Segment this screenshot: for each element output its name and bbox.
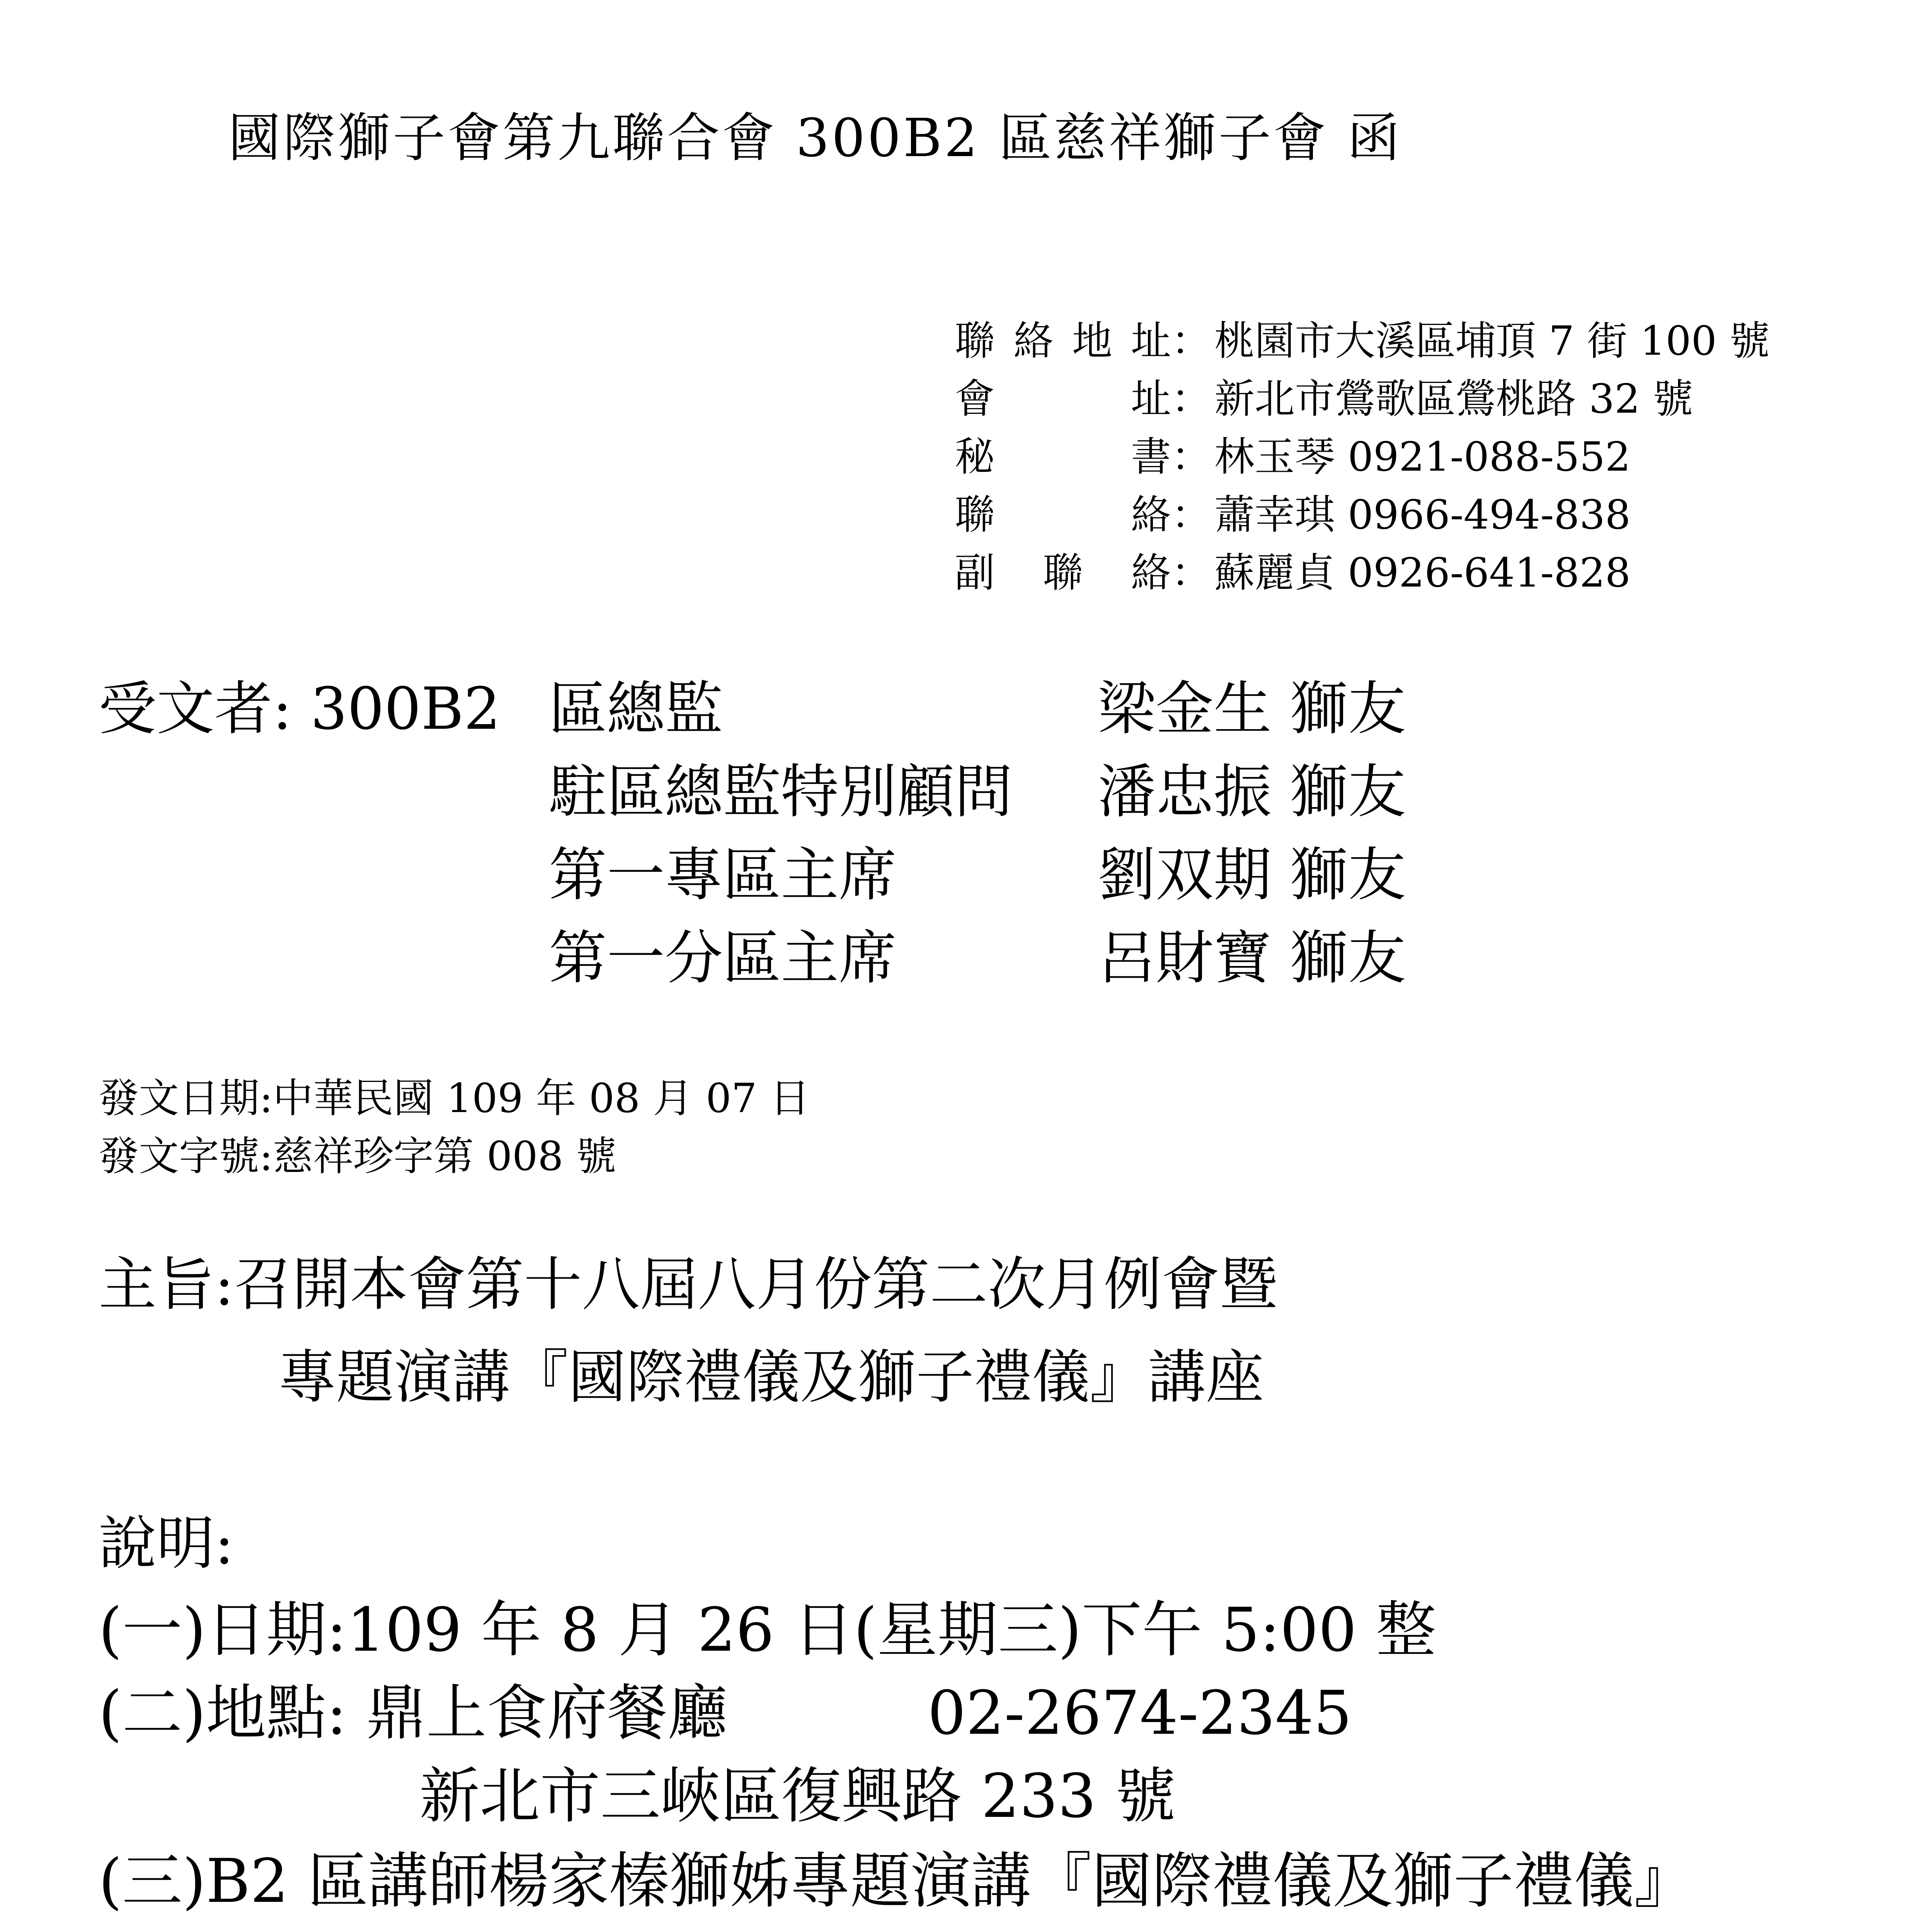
recipient-name: 潘忠振 獅友 bbox=[1098, 759, 1406, 826]
issue-number: 發文字號:慈祥珍字第 008 號 bbox=[99, 1133, 616, 1180]
contact-label: 副聯絡 bbox=[955, 549, 1171, 596]
recipients-label: 受文者: 300B2 bbox=[99, 675, 501, 743]
separator: ： bbox=[1171, 433, 1212, 480]
recipient-name: 呂財寶 獅友 bbox=[1098, 925, 1406, 992]
contact-value: 蘇麗貞 0926-641-828 bbox=[1214, 549, 1631, 596]
recipient-name: 梁金生 獅友 bbox=[1098, 675, 1406, 743]
contact-secretary bbox=[955, 433, 1631, 480]
separator: ： bbox=[1171, 491, 1212, 538]
contact-value: 蕭幸琪 0966-494-838 bbox=[1214, 491, 1631, 538]
explanation-heading: 說明: bbox=[99, 1510, 234, 1577]
subject-line-1: 主旨:召開本會第十八屆八月份第二次月例會暨 bbox=[99, 1251, 1278, 1318]
recipient-title: 區總監 bbox=[549, 675, 723, 743]
contact-label: 聯絡 bbox=[955, 491, 1171, 538]
contact-label: 秘書 bbox=[955, 433, 1171, 480]
subject-line-2: 專題演講『國際禮儀及獅子禮儀』講座 bbox=[278, 1344, 1264, 1411]
contact-address bbox=[955, 317, 1770, 364]
contact-vice-liaison bbox=[955, 549, 1631, 596]
venue-phone: 02-2674-2345 bbox=[928, 1678, 1352, 1748]
contact-office bbox=[955, 375, 1693, 422]
contact-value: 桃園市大溪區埔頂 7 街 100 號 bbox=[1214, 317, 1770, 364]
explanation-item-venue: (二)地點: 鼎上食府餐廳 bbox=[99, 1678, 728, 1748]
contact-value: 新北市鶯歌區鶯桃路 32 號 bbox=[1214, 375, 1693, 422]
contact-value: 林玉琴 0921-088-552 bbox=[1214, 433, 1631, 480]
recipient-name: 劉双期 獅友 bbox=[1098, 842, 1406, 909]
recipient-title: 第一專區主席 bbox=[549, 842, 897, 909]
issue-date: 發文日期:中華民國 109 年 08 月 07 日 bbox=[99, 1075, 810, 1122]
separator: ： bbox=[1171, 317, 1212, 364]
document-title: 國際獅子會第九聯合會 300B2 區慈祥獅子會 函 bbox=[228, 108, 1402, 169]
recipient-title: 駐區總監特別顧問 bbox=[549, 759, 1013, 826]
venue-address: 新北市三峽區復興路 233 號 bbox=[419, 1761, 1176, 1831]
separator: ： bbox=[1171, 375, 1212, 422]
separator: ： bbox=[1171, 549, 1212, 596]
contact-liaison bbox=[955, 491, 1631, 538]
contact-label: 會址 bbox=[955, 375, 1171, 422]
explanation-item-lecture: (三)B2 區講師楊家榛獅姊專題演講『國際禮儀及獅子禮儀』 bbox=[99, 1846, 1695, 1916]
contact-label: 聯絡地址 bbox=[955, 317, 1171, 364]
recipient-title: 第一分區主席 bbox=[549, 925, 897, 992]
explanation-item-date: (一)日期:109 年 8 月 26 日(星期三)下午 5:00 整 bbox=[99, 1595, 1436, 1665]
